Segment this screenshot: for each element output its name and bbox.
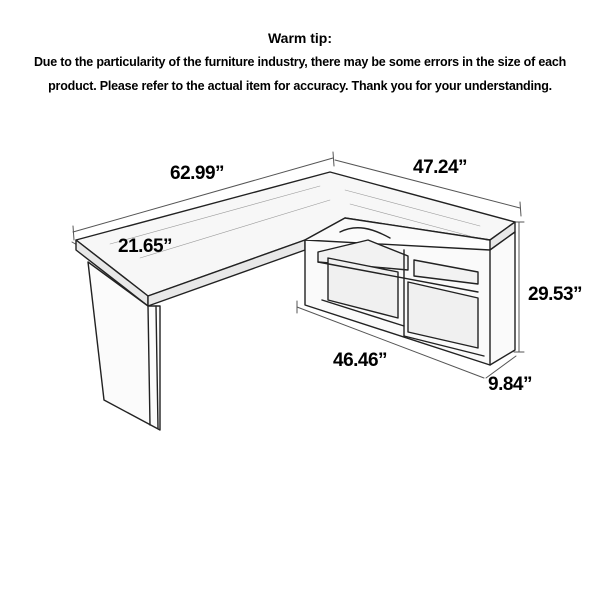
warm-tip-line-1: Due to the particularity of the furniture industry, there may be some errors in the size of each xyxy=(33,55,567,69)
dimension-desk-depth: 21.65” xyxy=(118,236,173,257)
bookshelf-cabinet xyxy=(305,218,515,365)
dimension-top-right-length: 47.24” xyxy=(413,157,468,178)
dimension-height: 29.53” xyxy=(528,284,583,305)
dimension-top-left-length: 62.99” xyxy=(170,163,225,184)
warm-tip-title: Warm tip: xyxy=(267,30,333,46)
dimension-bottom-length: 46.46” xyxy=(333,350,388,371)
warm-tip-line-2: product. Please refer to the actual item for accuracy. Thank you for your understanding. xyxy=(48,79,552,93)
dimension-shelf-depth: 9.84” xyxy=(488,374,532,395)
